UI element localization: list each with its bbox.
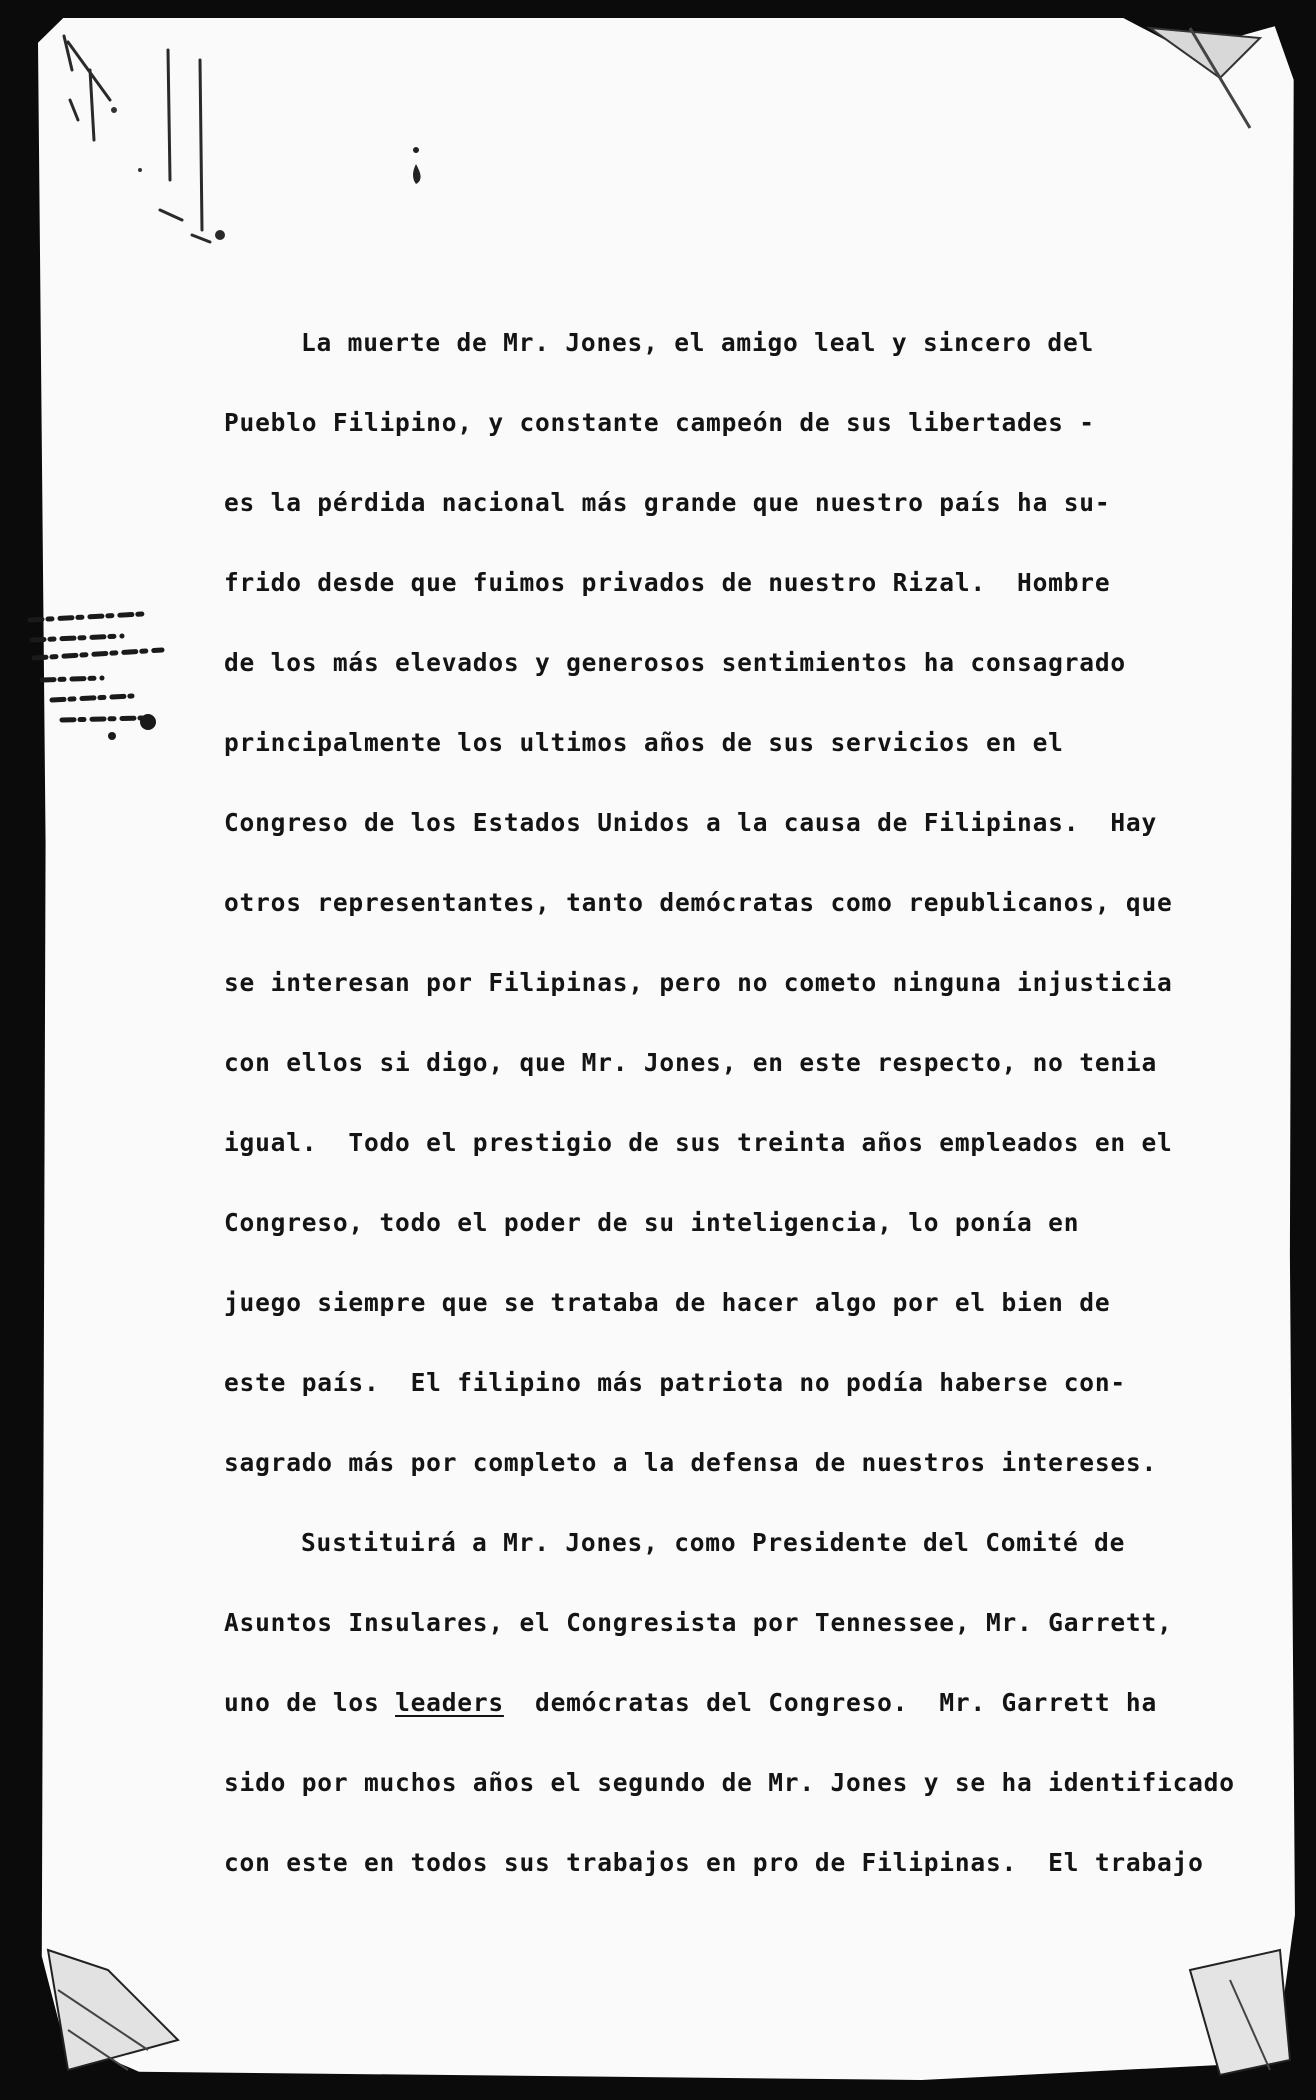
ink-smudge-left-margin	[22, 600, 222, 750]
text-line: Congreso de los Estados Unidos a la causa de Filipinas. Hay	[224, 808, 1158, 837]
torn-corner-top-right	[1130, 18, 1280, 148]
text-line: Congreso, todo el poder de su inteligencia, lo ponía en	[224, 1208, 1080, 1237]
typed-letter-body	[224, 318, 1284, 1918]
text-line: igual. Todo el prestigio de sus treinta años empleados en el	[224, 1128, 1173, 1157]
text-line: principalmente los ultimos años de sus servicios en el	[224, 728, 1064, 757]
text-line: es la pérdida nacional más grande que nuestro país ha su-	[224, 488, 1111, 517]
text-segment: uno de los	[224, 1688, 396, 1717]
text-line: este país. El filipino más patriota no podía haberse con-	[224, 1368, 1126, 1397]
text-line: Pueblo Filipino, y constante campeón de sus libertades -	[224, 408, 1095, 437]
text-line: de los más elevados y generosos sentimientos ha consagrado	[224, 648, 1126, 677]
text-line: sagrado más por completo a la defensa de nuestros intereses.	[224, 1448, 1158, 1477]
text-line: Sustituirá a Mr. Jones, como Presidente del Comité de	[301, 1528, 1126, 1557]
text-line: con ellos si digo, que Mr. Jones, en este respecto, no tenia	[224, 1048, 1158, 1077]
text-line: se interesan por Filipinas, pero no cometo ninguna injusticia	[224, 968, 1173, 997]
text-line: La muerte de Mr. Jones, el amigo leal y sincero del	[301, 328, 1095, 357]
text-line: sido por muchos años el segundo de Mr. Jones y se ha identificado	[224, 1768, 1235, 1797]
text-segment: demócratas del Congreso. Mr. Garrett ha	[503, 1688, 1158, 1717]
text-line: frido desde que fuimos privados de nuestro Rizal. Hombre	[224, 568, 1111, 597]
ink-mark-top	[408, 142, 430, 192]
text-line-with-underline	[224, 1678, 1284, 1758]
pencil-mark-top-left	[50, 30, 280, 250]
torn-corner-bottom-left	[38, 1930, 198, 2080]
text-line: otros representantes, tanto demócratas como republicanos, que	[224, 888, 1173, 917]
underlined-word-leaders: leaders	[395, 1688, 504, 1717]
text-line: juego siempre que se trataba de hacer algo por el bien de	[224, 1288, 1111, 1317]
text-line: con este en todos sus trabajos en pro de Filipinas. El trabajo	[224, 1848, 1204, 1877]
text-line: Asuntos Insulares, el Congresista por Tennessee, Mr. Garrett,	[224, 1608, 1173, 1637]
torn-corner-bottom-right	[1160, 1940, 1300, 2080]
